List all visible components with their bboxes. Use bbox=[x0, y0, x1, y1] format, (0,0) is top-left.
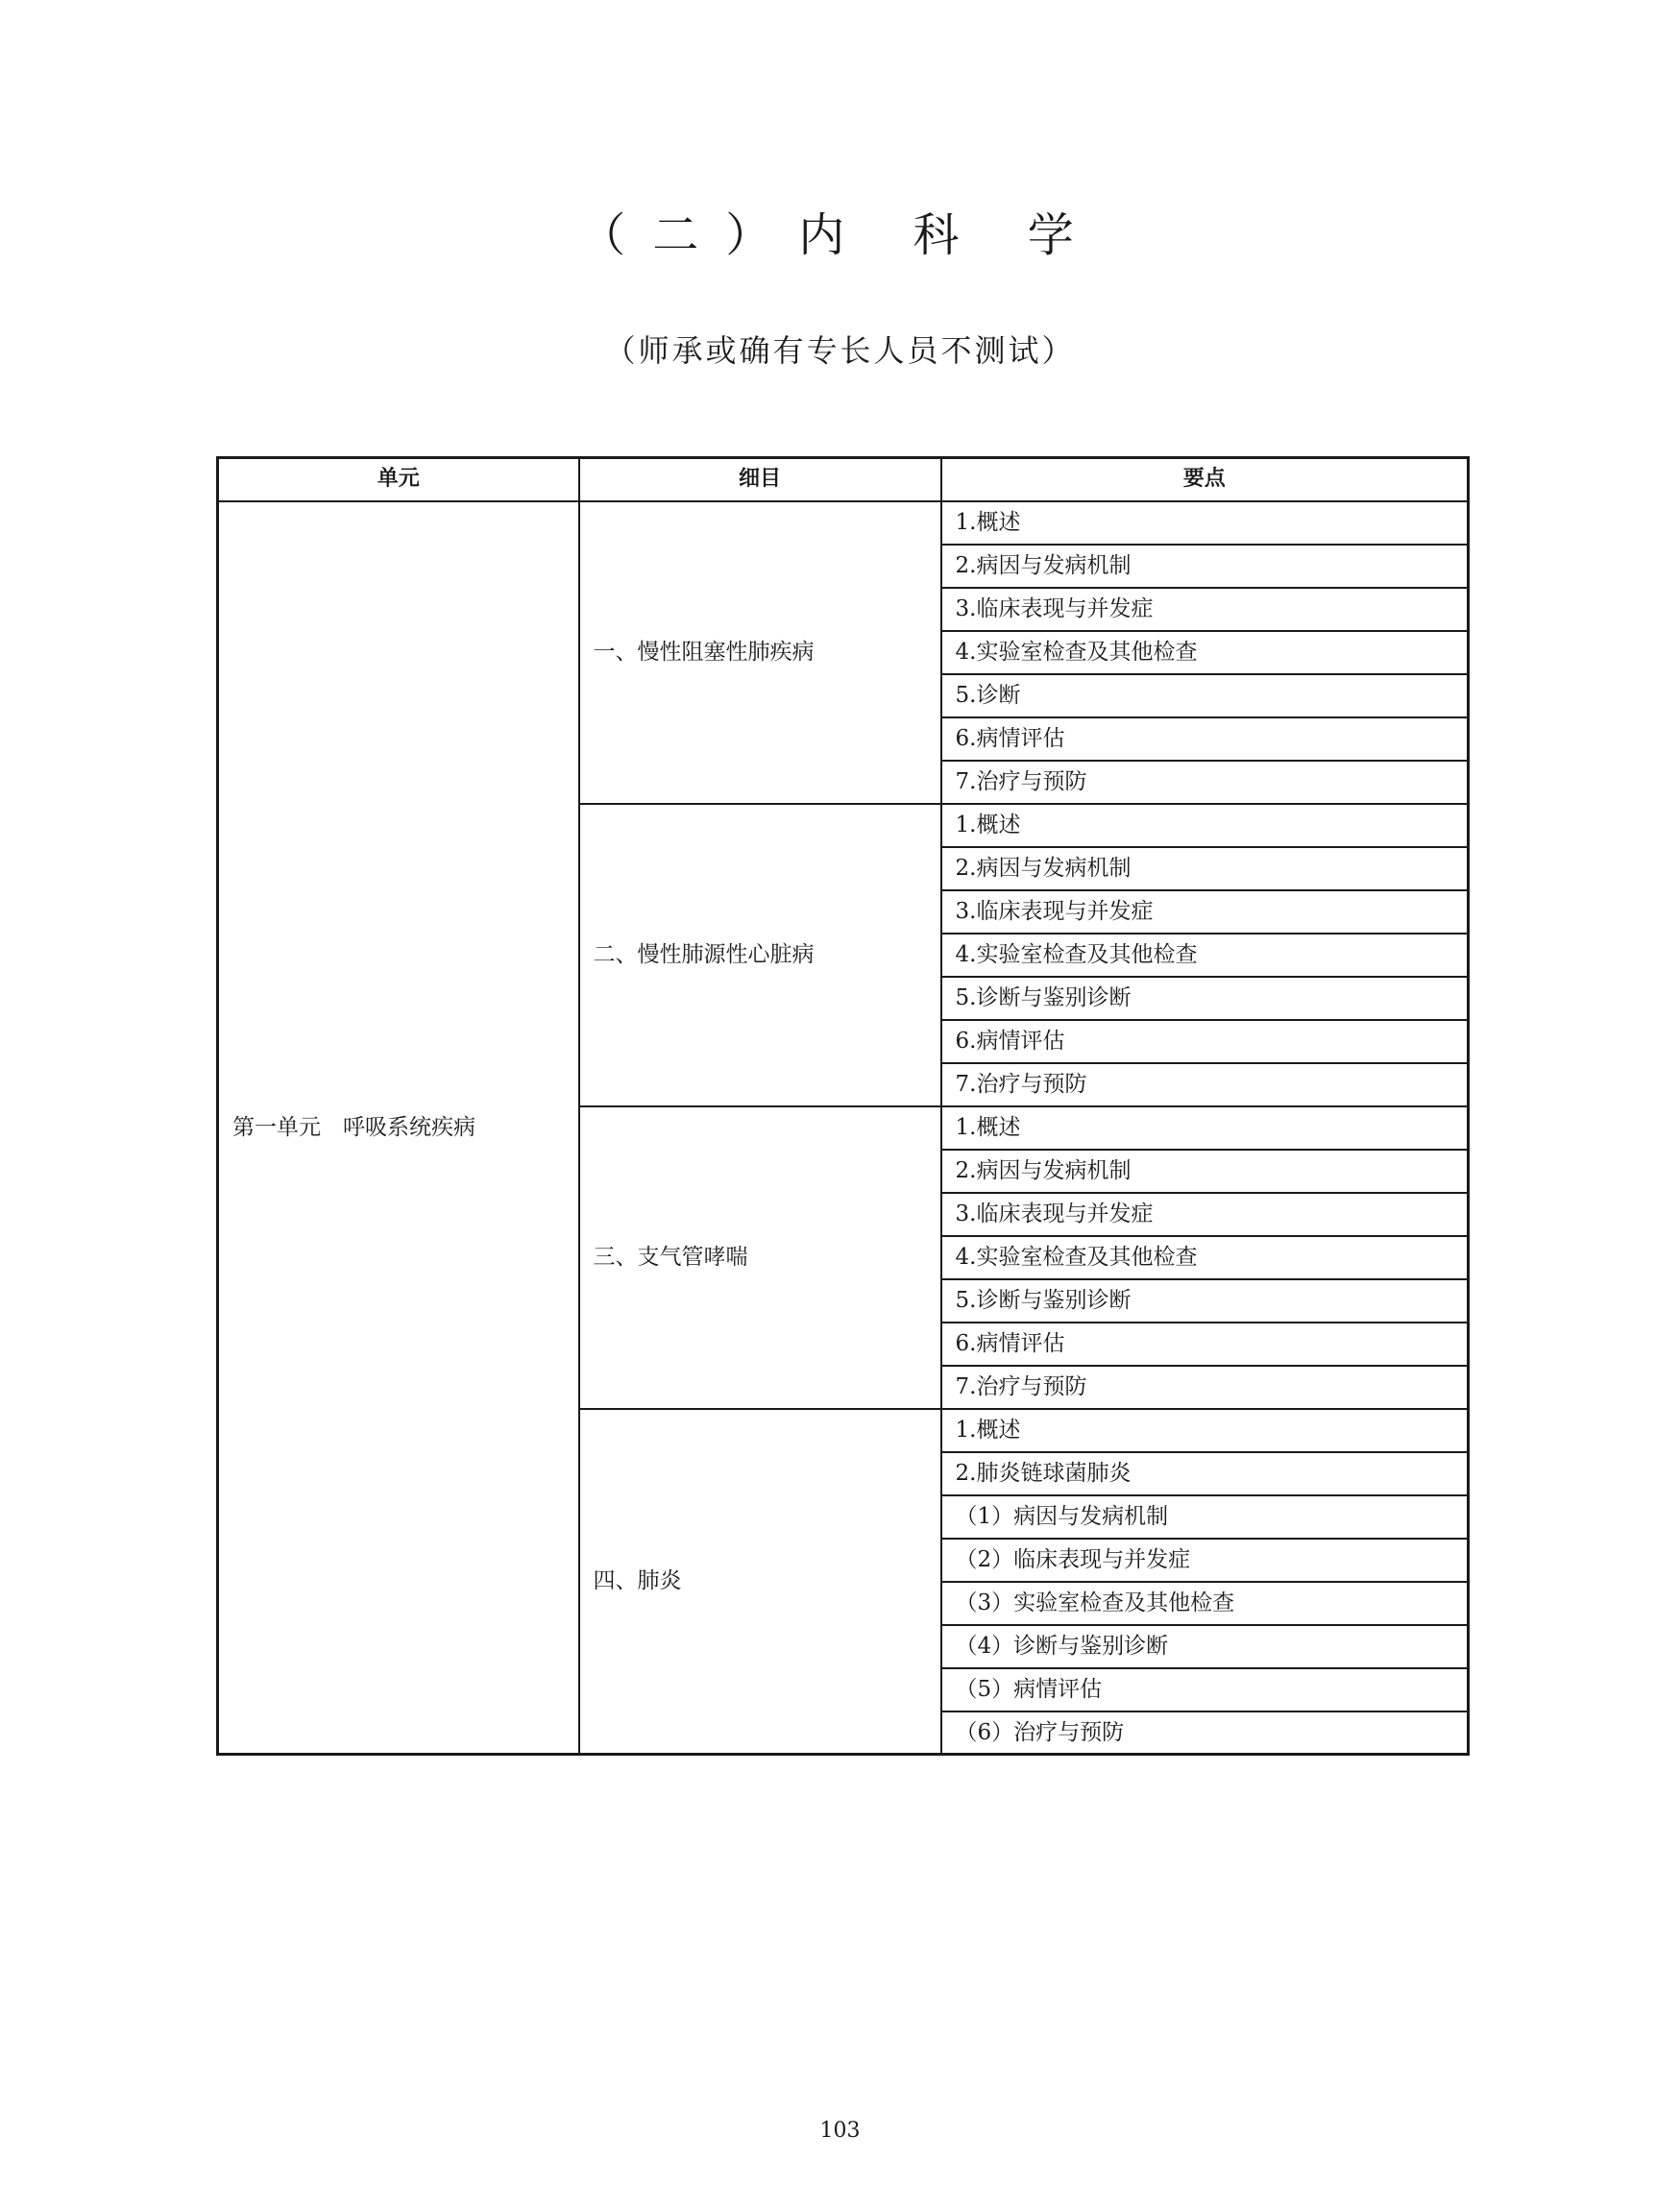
point-cell: 3.临床表现与并发症 bbox=[941, 588, 1469, 631]
point-cell: 7.治疗与预防 bbox=[941, 1063, 1469, 1106]
point-cell: 1.概述 bbox=[941, 1409, 1469, 1452]
header-item: 细目 bbox=[579, 458, 941, 501]
point-cell: 1.概述 bbox=[941, 501, 1469, 545]
item-cell: 四、肺炎 bbox=[579, 1409, 941, 1755]
point-cell: （3）实验室检查及其他检查 bbox=[941, 1582, 1469, 1625]
point-cell: 2.病因与发病机制 bbox=[941, 847, 1469, 890]
point-cell: 7.治疗与预防 bbox=[941, 761, 1469, 804]
item-cell: 一、慢性阻塞性肺疾病 bbox=[579, 501, 941, 804]
point-cell: 2.病因与发病机制 bbox=[941, 1150, 1469, 1193]
unit-cell: 第一单元 呼吸系统疾病 bbox=[218, 501, 579, 1755]
point-cell: 5.诊断与鉴别诊断 bbox=[941, 977, 1469, 1020]
point-cell: 6.病情评估 bbox=[941, 1323, 1469, 1366]
point-cell: 7.治疗与预防 bbox=[941, 1366, 1469, 1409]
point-cell: （6）治疗与预防 bbox=[941, 1711, 1469, 1755]
table-header-row bbox=[218, 458, 1469, 501]
point-cell: 4.实验室检查及其他检查 bbox=[941, 934, 1469, 977]
point-cell: 3.临床表现与并发症 bbox=[941, 1193, 1469, 1236]
point-cell: （1）病因与发病机制 bbox=[941, 1495, 1469, 1539]
point-cell: 5.诊断与鉴别诊断 bbox=[941, 1279, 1469, 1323]
point-cell: 4.实验室检查及其他检查 bbox=[941, 631, 1469, 674]
header-points: 要点 bbox=[941, 458, 1469, 501]
point-cell: （4）诊断与鉴别诊断 bbox=[941, 1625, 1469, 1668]
item-cell: 三、支气管哮喘 bbox=[579, 1106, 941, 1409]
point-cell: 5.诊断 bbox=[941, 674, 1469, 717]
point-cell: 6.病情评估 bbox=[941, 717, 1469, 761]
point-cell: 2.病因与发病机制 bbox=[941, 545, 1469, 588]
page-number: 103 bbox=[819, 2119, 861, 2143]
page-title: （二）内 科 学 bbox=[579, 208, 1101, 262]
point-cell: （5）病情评估 bbox=[941, 1668, 1469, 1711]
header-unit: 单元 bbox=[218, 458, 579, 501]
point-cell: 2.肺炎链球菌肺炎 bbox=[941, 1452, 1469, 1495]
page-subtitle: （师承或确有专长人员不测试） bbox=[604, 332, 1076, 369]
point-cell: （2）临床表现与并发症 bbox=[941, 1539, 1469, 1582]
point-cell: 4.实验室检查及其他检查 bbox=[941, 1236, 1469, 1279]
item-cell: 二、慢性肺源性心脏病 bbox=[579, 804, 941, 1106]
point-cell: 1.概述 bbox=[941, 804, 1469, 847]
syllabus-table bbox=[216, 456, 1470, 1756]
point-cell: 1.概述 bbox=[941, 1106, 1469, 1150]
table-row bbox=[218, 501, 1469, 545]
point-cell: 3.临床表现与并发症 bbox=[941, 890, 1469, 934]
point-cell: 6.病情评估 bbox=[941, 1020, 1469, 1063]
